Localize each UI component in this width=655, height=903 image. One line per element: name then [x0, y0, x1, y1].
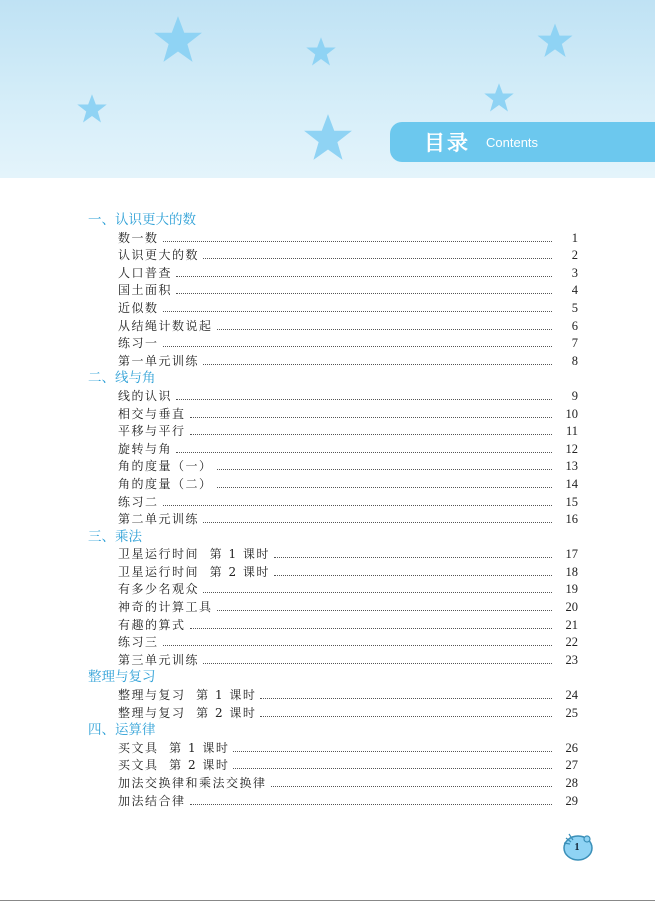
- toc-page-number: 3: [571, 265, 578, 280]
- toc-entry[interactable]: [88, 581, 578, 599]
- page-subtitle: Contents: [486, 135, 539, 150]
- toc-entry[interactable]: [88, 318, 578, 336]
- toc-page-number: 6: [571, 318, 578, 333]
- toc-entry-label: 平移与平行: [118, 424, 186, 439]
- dot-leader: [217, 601, 552, 611]
- dot-leader: [190, 619, 552, 629]
- dot-leader: [176, 443, 552, 453]
- toc-entry-label: 从结绳计数说起: [118, 318, 213, 333]
- toc-page-number: 28: [565, 776, 578, 790]
- header-banner: [0, 0, 655, 178]
- toc-page-number: 23: [565, 652, 578, 667]
- toc-entry[interactable]: [88, 476, 578, 494]
- star-icon: [152, 14, 204, 66]
- dot-leader: [274, 548, 552, 558]
- star-icon: [536, 22, 574, 60]
- toc-entry[interactable]: [88, 546, 578, 564]
- toc-section-heading: 整理与复习: [88, 669, 156, 686]
- star-icon: [76, 93, 108, 125]
- dot-leader: [203, 249, 552, 259]
- dot-leader: [233, 742, 552, 752]
- toc-entry-label: 练习一: [118, 336, 159, 351]
- toc-page-number: 1: [571, 230, 578, 245]
- table-of-contents: [88, 212, 578, 810]
- dot-leader: [176, 390, 552, 400]
- toc-entry-label: 近似数: [118, 300, 159, 315]
- toc-section-heading: 一、认识更大的数: [88, 212, 196, 228]
- dot-leader: [163, 636, 552, 646]
- toc-entry[interactable]: [88, 511, 578, 529]
- toc-entry-label: 第一单元训练: [118, 353, 200, 368]
- toc-entry-label: 数一数: [118, 230, 159, 245]
- toc-entry[interactable]: [88, 282, 578, 300]
- dot-leader: [260, 689, 552, 699]
- toc-page-number: 13: [565, 459, 578, 474]
- dot-leader: [190, 795, 552, 805]
- toc-entry[interactable]: [88, 740, 578, 758]
- dot-leader: [203, 513, 552, 523]
- toc-entry[interactable]: [88, 388, 578, 406]
- dot-leader: [163, 337, 552, 347]
- toc-entry[interactable]: [88, 406, 578, 424]
- toc-entry[interactable]: [88, 599, 578, 617]
- toc-page-number: 10: [565, 406, 578, 421]
- toc-entry-label: 线的认识: [118, 388, 173, 403]
- toc-entry-label: 买文具 第 2 课时: [118, 758, 230, 773]
- star-icon: [302, 112, 354, 164]
- dot-leader: [233, 759, 552, 769]
- toc-page-number: 9: [571, 388, 578, 403]
- toc-entry-label: 练习二: [118, 494, 159, 509]
- toc-section-heading: 二、线与角: [88, 370, 156, 387]
- dot-leader: [163, 496, 552, 506]
- toc-page-number: 14: [565, 476, 578, 491]
- toc-entry-label: 角的度量（二）: [118, 476, 213, 491]
- toc-page-number: 16: [565, 512, 578, 527]
- toc-entry-label: 角的度量（一）: [118, 459, 213, 474]
- toc-page-number: 22: [565, 635, 578, 650]
- toc-entry[interactable]: [88, 652, 578, 670]
- toc-entry-label: 卫星运行时间 第 2 课时: [118, 564, 270, 579]
- dot-leader: [203, 654, 552, 664]
- toc-entry-label: 有多少名观众: [118, 582, 200, 597]
- toc-entry[interactable]: [88, 335, 578, 353]
- toc-entry[interactable]: [88, 634, 578, 652]
- toc-entry[interactable]: [88, 775, 578, 793]
- toc-entry[interactable]: [88, 617, 578, 635]
- toc-page-number: 12: [565, 441, 578, 456]
- toc-entry[interactable]: [88, 793, 578, 811]
- toc-page-number: 15: [565, 494, 578, 509]
- title-bar: [390, 122, 655, 162]
- toc-entry-label: 加法结合律: [118, 793, 186, 808]
- toc-page-number: 17: [565, 547, 578, 562]
- dot-leader: [217, 320, 552, 330]
- toc-entry[interactable]: [88, 247, 578, 265]
- toc-entry-label: 整理与复习 第 1 课时: [118, 688, 257, 703]
- toc-entry-label: 认识更大的数: [118, 248, 200, 263]
- dot-leader: [163, 302, 552, 312]
- page-number-badge: [560, 828, 594, 862]
- toc-entry-label: 人口普查: [118, 265, 173, 280]
- toc-page-number: 11: [565, 424, 578, 439]
- toc-entry[interactable]: [88, 230, 578, 248]
- toc-entry[interactable]: [88, 300, 578, 318]
- toc-section-heading: 四、运算律: [88, 722, 156, 739]
- toc-page-number: 27: [565, 758, 578, 773]
- toc-entry-label: 加法交换律和乘法交换律: [118, 776, 267, 790]
- dot-leader: [163, 232, 552, 242]
- toc-page-number: 5: [571, 300, 578, 315]
- toc-entry[interactable]: [88, 687, 578, 705]
- dot-leader: [190, 425, 552, 435]
- toc-page-number: 24: [565, 688, 578, 703]
- dot-leader: [203, 355, 552, 365]
- toc-entry[interactable]: [88, 705, 578, 723]
- toc-entry[interactable]: [88, 353, 578, 371]
- toc-entry[interactable]: [88, 265, 578, 283]
- page-title: 目录: [424, 131, 470, 155]
- dot-leader: [260, 707, 552, 717]
- dot-leader: [274, 566, 552, 576]
- toc-entry-label: 整理与复习 第 2 课时: [118, 705, 257, 720]
- toc-page-number: 7: [571, 336, 578, 351]
- toc-page-number: 21: [565, 617, 578, 632]
- toc-entry-label: 第二单元训练: [118, 512, 200, 527]
- dot-leader: [203, 583, 552, 593]
- star-icon: [305, 36, 337, 68]
- toc-page-number: 8: [571, 353, 578, 368]
- toc-entry[interactable]: [88, 757, 578, 775]
- toc-entry[interactable]: [88, 441, 578, 459]
- toc-entry[interactable]: [88, 458, 578, 476]
- toc-page-number: 18: [565, 564, 578, 579]
- toc-entry-label: 旋转与角: [118, 441, 173, 456]
- dot-leader: [176, 267, 552, 277]
- toc-page-number: 20: [565, 600, 578, 615]
- toc-entry-label: 练习三: [118, 635, 159, 650]
- toc-entry-label: 国土面积: [118, 283, 173, 298]
- toc-entry-label: 卫星运行时间 第 1 课时: [118, 547, 270, 562]
- dot-leader: [176, 284, 552, 294]
- toc-entry[interactable]: [88, 564, 578, 582]
- toc-entry[interactable]: [88, 423, 578, 441]
- toc-entry-label: 相交与垂直: [118, 406, 186, 421]
- toc-page-number: 26: [565, 740, 578, 755]
- toc-page-number: 25: [565, 705, 578, 720]
- toc-entry-label: 有趣的算式: [118, 617, 186, 632]
- toc-page-number: 29: [565, 793, 578, 808]
- toc-entry-label: 神奇的计算工具: [118, 600, 213, 615]
- dot-leader: [217, 460, 552, 470]
- page-number: 1: [574, 842, 580, 853]
- toc-page-number: 2: [571, 248, 578, 263]
- toc-entry-label: 买文具 第 1 课时: [118, 740, 230, 755]
- toc-entry-label: 第三单元训练: [118, 652, 200, 667]
- toc-page-number: 19: [565, 582, 578, 597]
- toc-section-heading: 三、乘法: [88, 528, 142, 545]
- star-icon: [483, 82, 515, 114]
- bottom-rule: [0, 900, 655, 901]
- dot-leader: [217, 478, 552, 488]
- toc-entry[interactable]: [88, 494, 578, 512]
- toc-page-number: 4: [571, 283, 578, 298]
- dot-leader: [271, 777, 552, 787]
- dot-leader: [190, 408, 552, 418]
